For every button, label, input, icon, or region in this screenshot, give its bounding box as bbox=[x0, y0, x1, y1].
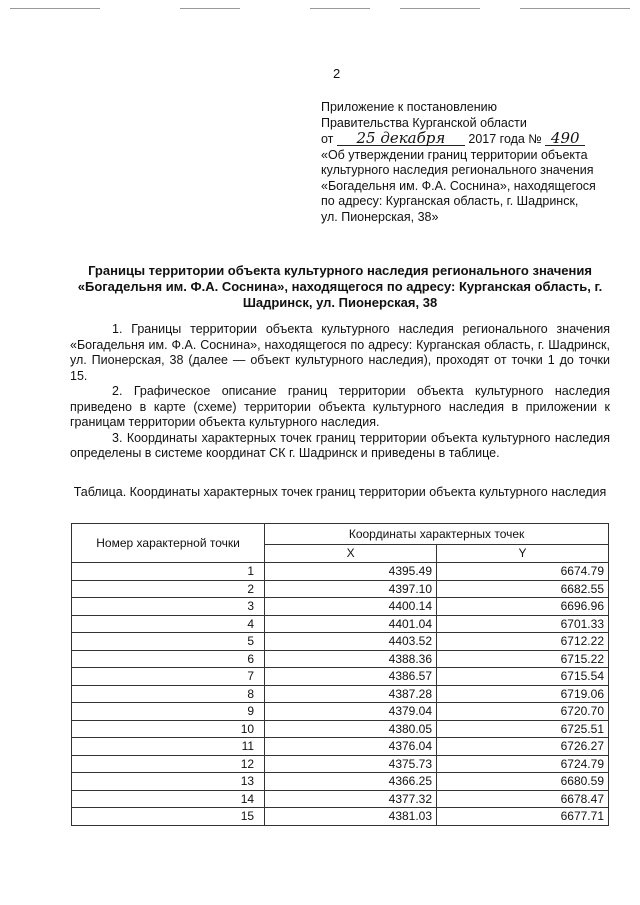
point-number: 6 bbox=[72, 650, 265, 668]
table-row bbox=[72, 773, 609, 791]
paragraph: 3. Координаты характерных точек границ территории объекта культурного наследия определены в системе координат СК г. Шадринск и приведены в таблице. bbox=[70, 430, 610, 460]
scan-artifact-line bbox=[180, 8, 240, 9]
coord-y: 6696.96 bbox=[437, 598, 609, 616]
table-row bbox=[72, 650, 609, 668]
approval-line: по адресу: Курганская область, г. Шадринск, bbox=[321, 194, 579, 208]
coord-x: 4376.04 bbox=[265, 738, 437, 756]
table-row bbox=[72, 633, 609, 651]
coord-x: 4403.52 bbox=[265, 633, 437, 651]
scan-artifact-line bbox=[10, 8, 100, 9]
point-number: 9 bbox=[72, 703, 265, 721]
coord-x: 4375.73 bbox=[265, 755, 437, 773]
approval-line: Правительства Курганской области bbox=[321, 115, 527, 130]
scan-artifact-line bbox=[520, 8, 630, 9]
scan-artifact-line bbox=[310, 8, 370, 9]
point-number: 1 bbox=[72, 563, 265, 581]
coord-y: 6724.79 bbox=[437, 755, 609, 773]
point-number: 13 bbox=[72, 773, 265, 791]
handwritten-date: 25 декабря bbox=[337, 131, 465, 146]
coord-x: 4395.49 bbox=[265, 563, 437, 581]
approval-date-line bbox=[321, 131, 621, 148]
coord-y: 6677.71 bbox=[437, 808, 609, 826]
point-number: 10 bbox=[72, 720, 265, 738]
approval-line: «Богадельня им. Ф.А. Соснина», находящегося bbox=[321, 178, 596, 193]
table-row bbox=[72, 615, 609, 633]
coord-x: 4400.14 bbox=[265, 598, 437, 616]
table-row bbox=[72, 755, 609, 773]
table-caption: Таблица. Координаты характерных точек границ территории объекта культурного наследия bbox=[73, 485, 607, 499]
point-number: 11 bbox=[72, 738, 265, 756]
header-x: X bbox=[265, 544, 437, 562]
coord-y: 6674.79 bbox=[437, 563, 609, 581]
coord-x: 4377.32 bbox=[265, 790, 437, 808]
coord-x: 4387.28 bbox=[265, 685, 437, 703]
table-row bbox=[72, 598, 609, 616]
point-number: 12 bbox=[72, 755, 265, 773]
coord-y: 6712.22 bbox=[437, 633, 609, 651]
table-row bbox=[72, 580, 609, 598]
table-row bbox=[72, 808, 609, 826]
coordinates-table bbox=[71, 523, 609, 826]
coord-x: 4380.05 bbox=[265, 720, 437, 738]
table-row bbox=[72, 563, 609, 581]
table-row bbox=[72, 703, 609, 721]
paragraph: 1. Границы территории объекта культурного наследия регионального значения «Богадельня им. Ф.А. Соснина», находящегося по адресу: Курганская область, г. Шадринск, ул. Пионерская, 38 (далее — объект культурного наследия), проходят от точки 1 до точки 15. bbox=[70, 322, 610, 383]
approval-line: «Об утверждении границ территории объекта bbox=[321, 147, 588, 162]
coord-x: 4388.36 bbox=[265, 650, 437, 668]
table-row bbox=[72, 790, 609, 808]
coord-y: 6715.54 bbox=[437, 668, 609, 686]
scan-artifact-line bbox=[400, 8, 480, 9]
point-number: 4 bbox=[72, 615, 265, 633]
handwritten-number: 490 bbox=[545, 131, 585, 146]
header-y: Y bbox=[437, 544, 609, 562]
approval-line: Приложение к постановлению bbox=[321, 100, 497, 114]
header-coordinates: Координаты характерных точек bbox=[265, 524, 609, 545]
coord-y: 6680.59 bbox=[437, 773, 609, 791]
point-number: 14 bbox=[72, 790, 265, 808]
paragraph: 2. Графическое описание границ территории объекта культурного наследия приведено в карте (схеме) территории объекта культурного наследия в приложении к границам территории объекта культурного наследия. bbox=[70, 384, 610, 429]
approval-block bbox=[321, 100, 621, 225]
table-row bbox=[72, 738, 609, 756]
coord-y: 6682.55 bbox=[437, 580, 609, 598]
coord-x: 4386.57 bbox=[265, 668, 437, 686]
point-number: 15 bbox=[72, 808, 265, 826]
point-number: 5 bbox=[72, 633, 265, 651]
coord-x: 4401.04 bbox=[265, 615, 437, 633]
coord-y: 6720.70 bbox=[437, 703, 609, 721]
document-body bbox=[70, 322, 610, 462]
approval-line: ул. Пионерская, 38» bbox=[321, 209, 439, 224]
point-number: 3 bbox=[72, 598, 265, 616]
header-point-number: Номер характерной точки bbox=[72, 524, 265, 563]
coord-x: 4366.25 bbox=[265, 773, 437, 791]
year-text: 2017 года № bbox=[468, 132, 542, 146]
coord-x: 4397.10 bbox=[265, 580, 437, 598]
coord-y: 6715.22 bbox=[437, 650, 609, 668]
coord-y: 6678.47 bbox=[437, 790, 609, 808]
point-number: 2 bbox=[72, 580, 265, 598]
coord-x: 4379.04 bbox=[265, 703, 437, 721]
coord-y: 6701.33 bbox=[437, 615, 609, 633]
table-row bbox=[72, 720, 609, 738]
coord-y: 6726.27 bbox=[437, 738, 609, 756]
page-number: 2 bbox=[333, 66, 341, 81]
coord-y: 6719.06 bbox=[437, 685, 609, 703]
coord-y: 6725.51 bbox=[437, 720, 609, 738]
table-row bbox=[72, 685, 609, 703]
document-title: Границы территории объекта культурного наследия регионального значения «Богадельня им. Ф.А. Соснина», находящегося по адресу: Курганская область, г. Шадринск, ул. Пионерская, 38 bbox=[77, 263, 603, 310]
table-row bbox=[72, 668, 609, 686]
date-prefix: от bbox=[321, 132, 334, 146]
point-number: 7 bbox=[72, 668, 265, 686]
point-number: 8 bbox=[72, 685, 265, 703]
approval-line: культурного наследия регионального значения bbox=[321, 163, 594, 177]
coord-x: 4381.03 bbox=[265, 808, 437, 826]
